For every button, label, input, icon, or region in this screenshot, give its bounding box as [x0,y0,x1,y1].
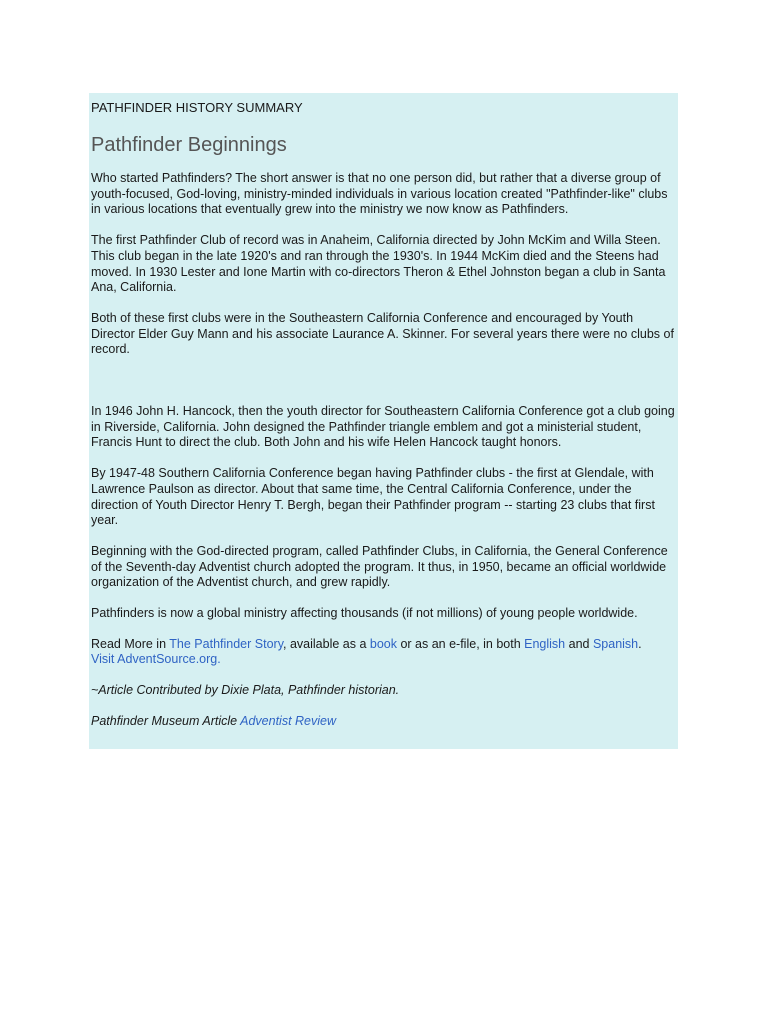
adventist-review-link[interactable]: Adventist Review [240,713,337,728]
read-more-text-2: , available as a [283,636,370,651]
paragraph-hancock: In 1946 John H. Hancock, then the youth director for Southeastern California Conference got a club going in Riverside, California. John designed the Pathfinder triangle emblem and got a ministerial student, Francis Hunt to direct the club. Both John and his wife Helen Hancock taught honors. [91,404,675,450]
adventsource-link[interactable]: Visit AdventSource.org. [91,652,221,667]
paragraph-first-club: The first Pathfinder Club of record was in Anaheim, California directed by John McKim and Willa Steen. This club began in the late 1920's and ran through the 1930's. In 1944 McKim died and the Steens had moved. In 1930 Lester and Ione Martin with co-directors Theron & Ethel Johnston began a club in Santa Ana, California. [91,233,666,295]
read-more-text-4: and [565,636,593,651]
paragraph-global-ministry: Pathfinders is now a global ministry affecting thousands (if not millions) of young people worldwide. [91,606,638,621]
paragraph-first-clubs-conference: Both of these first clubs were in the Southeastern California Conference and encouraged by Youth Director Elder Guy Mann and his associate Laurance A. Skinner. For several years there were no clubs of record. [91,310,674,357]
paragraph-general-conference: Beginning with the God-directed program, called Pathfinder Clubs, in California, the General Conference of the Seventh-day Adventist church adopted the program. It thus, in 1950, became an official worldwide organization of the Adventist church, and grew rapidly. [91,543,668,590]
pathfinder-story-link[interactable]: The Pathfinder Story [169,636,284,651]
paragraph-southern-california: By 1947-48 Southern California Conference began having Pathfinder clubs - the first at Glendale, with Lawrence Paulson as director. About that same time, the Central California Conference, under the direction of Youth Director Henry T. Bergh, began their Pathfinder program -- starting 23 clubs that first year. [91,466,655,528]
english-link[interactable]: English [524,636,566,651]
paragraph-who-started: Who started Pathfinders? The short answer is that no one person did, but rather that a diverse group of youth-focused, God-loving, ministry-minded individuals in various location created "Pathfinder-like" clubs in various locations that eventually grew into the ministry we now know as Pathfinders. [91,171,668,217]
read-more-text-5: . [638,636,642,651]
book-link[interactable]: book [369,636,397,651]
contributed-by: ~Article Contributed by Dixie Plata, Pathfinder historian. [91,683,400,698]
read-more-text-1: Read More in [91,636,170,651]
content-panel [89,93,678,749]
museum-label: Pathfinder Museum Article [91,713,241,728]
read-more-paragraph [91,637,676,668]
spanish-link[interactable]: Spanish [592,636,639,651]
museum-paragraph [91,714,676,730]
spacer [91,373,676,404]
page-title: Pathfinder Beginnings [91,134,287,156]
page-header: PATHFINDER HISTORY SUMMARY [91,100,303,115]
read-more-text-3: or as an e-file, in both [396,636,525,651]
